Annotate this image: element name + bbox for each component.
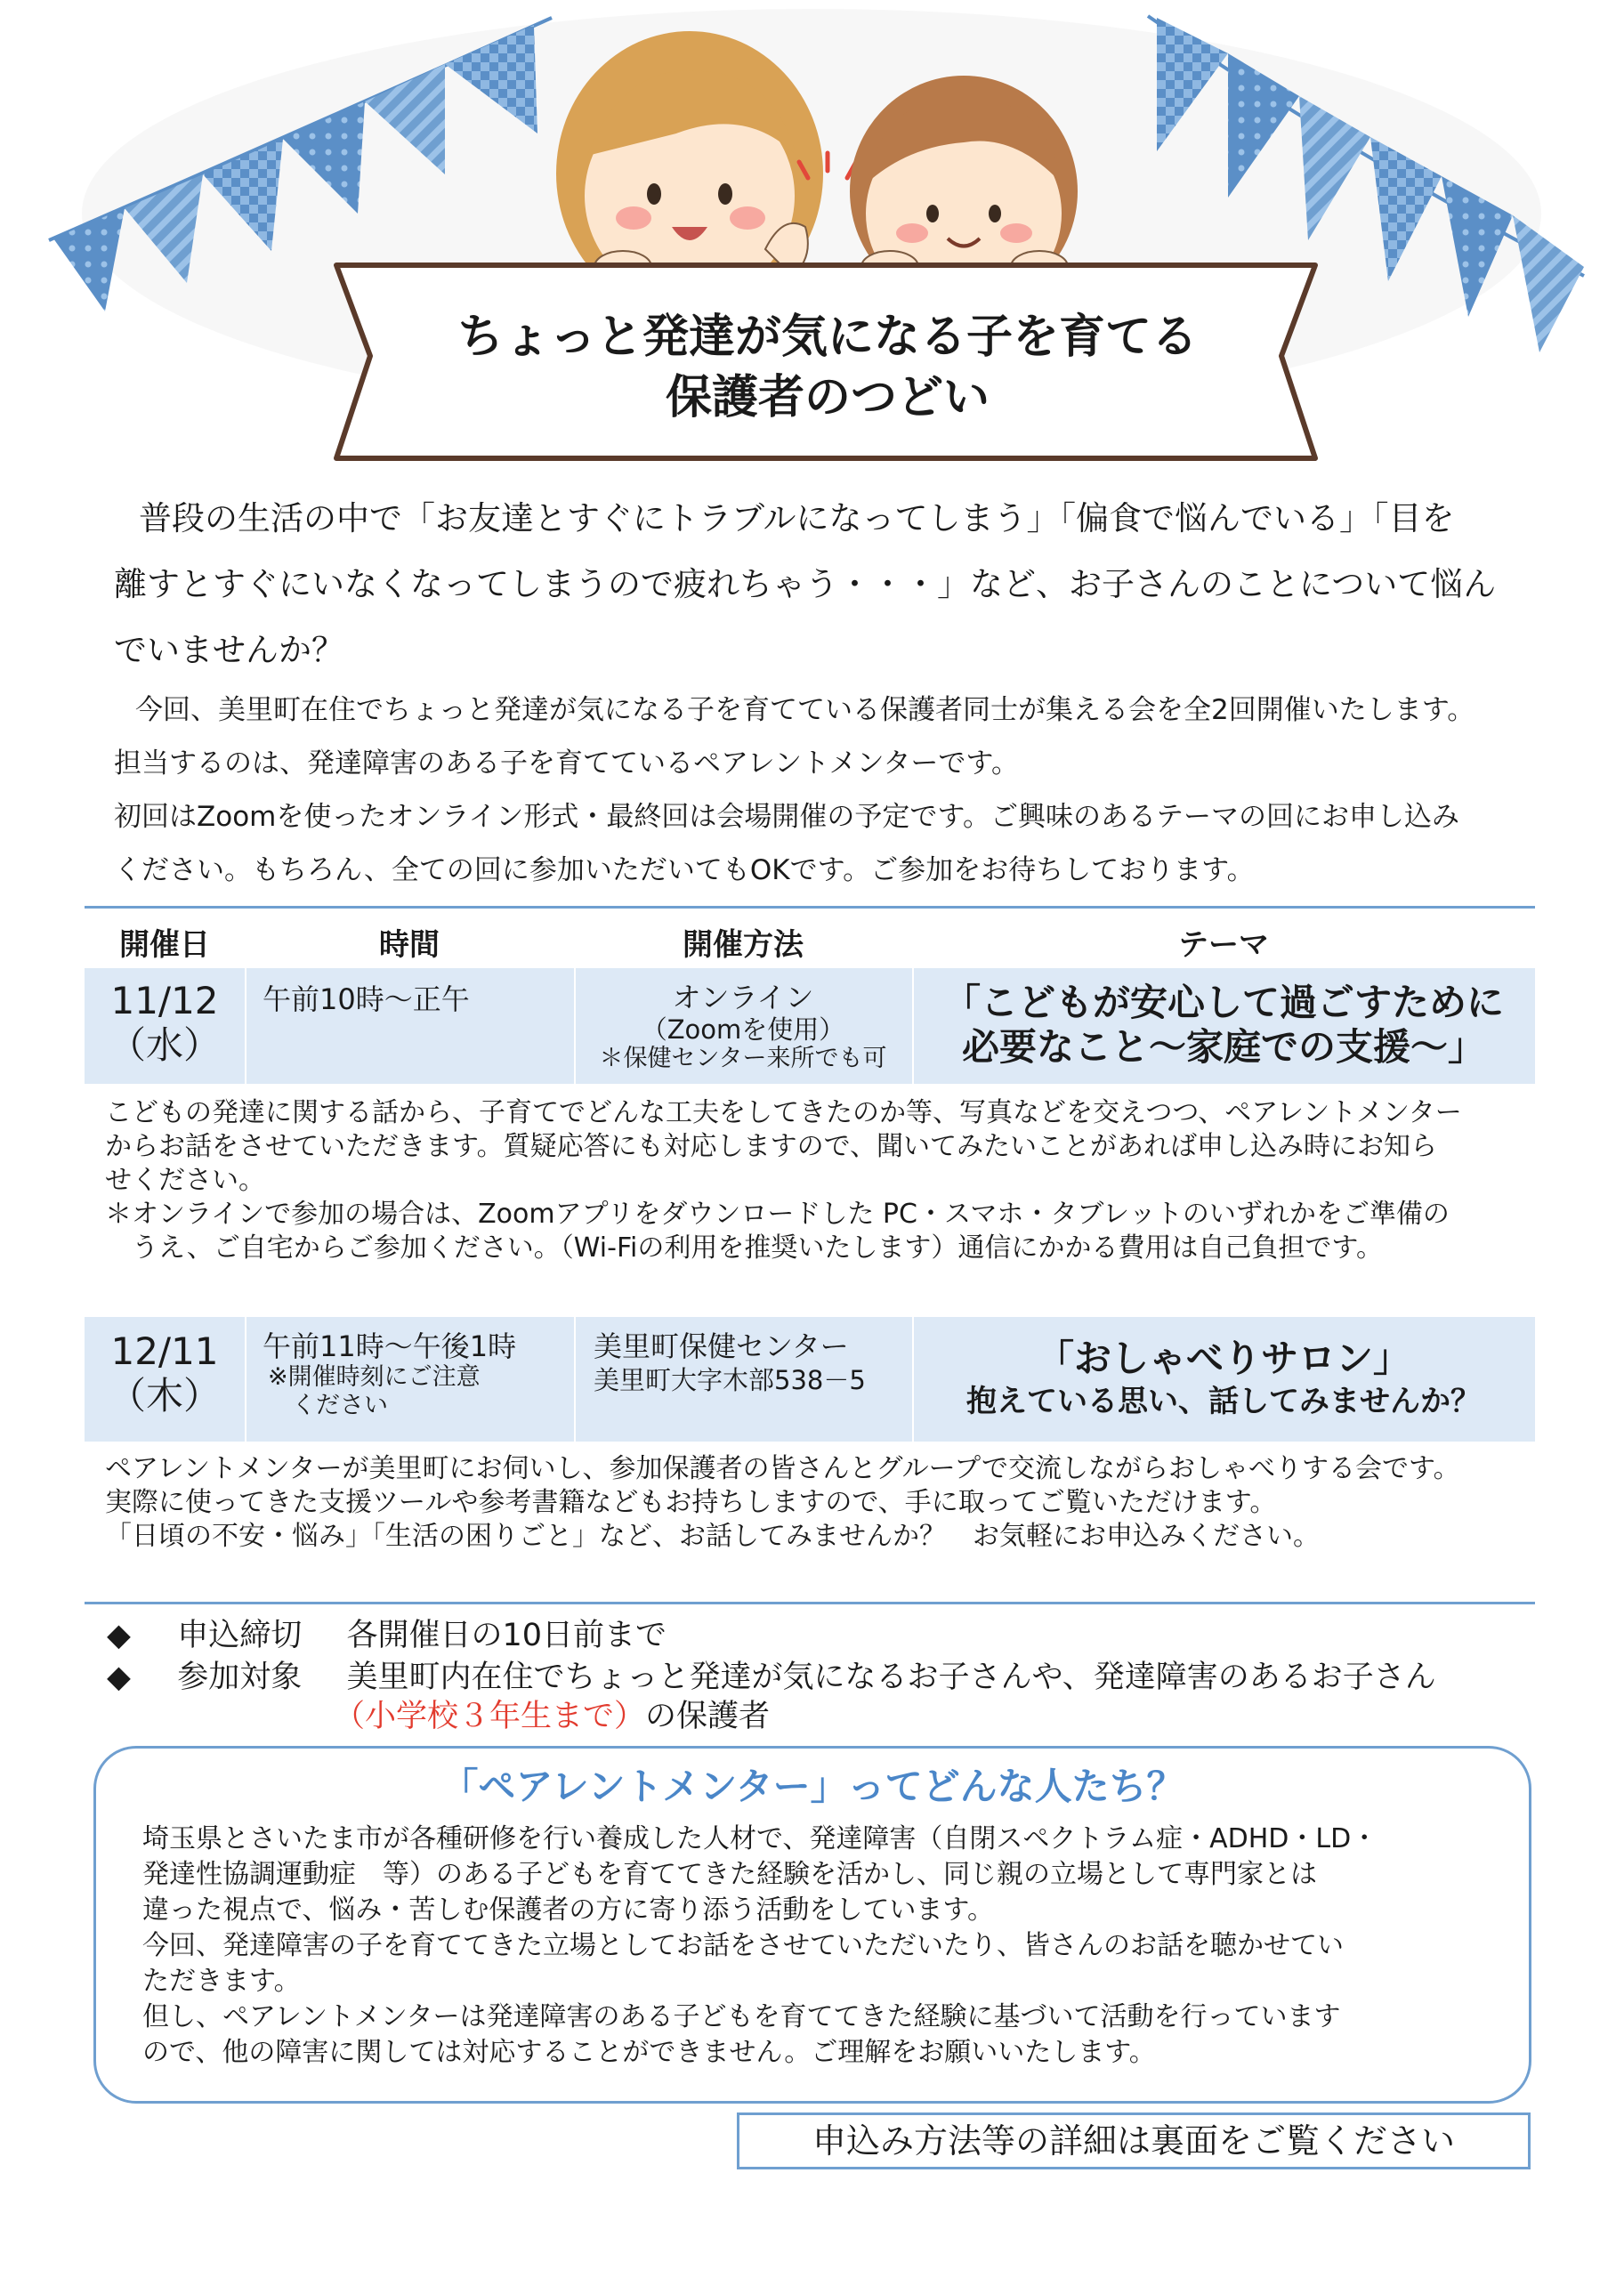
event-2-description: ペアレントメンターが美里町にお伺いし、参加保護者の皆さんとグループで交流しながらおしゃべりする会です。 実際に使ってきた支援ツールや参考書籍などもお持ちしますので、手に取ってご覧いただけます。 「日頃の不安・悩み」「生活の困りごと」など、お話してみませんか？ お気軽にお申込みください。 bbox=[105, 1453, 1460, 1552]
intro-lead-line-1: 普段の生活の中で「お友達とすぐにトラブルになってしまう」「偏食で悩んでいる」「目を bbox=[139, 499, 1455, 537]
event-row-1 bbox=[85, 968, 1535, 1084]
intro-body-line-1: 今回、美里町在住でちょっと発達が気になる子を育てている保護者同士が集える会を全2回開催いたします。 bbox=[135, 694, 1475, 726]
event-2-theme-sub: 抱えている思い、話してみませんか？ bbox=[966, 1384, 1481, 1419]
diamond-bullet-icon: ◆ bbox=[107, 1660, 131, 1695]
intro-lead-line-3: でいませんか？ bbox=[114, 631, 344, 669]
event-1-theme: 「こどもが安心して過ごすために 必要なこと～家庭での支援～」 bbox=[942, 981, 1504, 1069]
target-age-line bbox=[334, 1696, 770, 1737]
deadline-label: 申込締切 bbox=[177, 1618, 303, 1653]
event-row-2 bbox=[85, 1317, 1535, 1442]
event-2-time: 午前11時～午後1時 ※開催時刻にご注意 ください bbox=[263, 1329, 517, 1419]
diamond-bullet-icon: ◆ bbox=[107, 1618, 131, 1653]
target-suffix: の保護者 bbox=[645, 1699, 771, 1734]
event-1-description: こどもの発達に関する話から、子育てでどんな工夫をしてきたのか等、写真などを交えつつ、ペアレントメンター からお話をさせていただきます。質疑応答にも対応しますので、聞いてみたいことがあれば申し込み時にお知ら せください。 ＊オンラインで参加の場合は、Zoomアプリをダウンロードした PC・スマホ・タブレットのいずれかをご準備の うえ、ご自宅からご参加ください。（Wi-Fiの利用を推奨いたします）通信にかかる費用は自己負担です。 bbox=[105, 1097, 1462, 1264]
deadline-value: 各開催日の10日前まで bbox=[346, 1618, 667, 1653]
section-divider bbox=[85, 1602, 1535, 1604]
mentor-title: 「ペアレントメンター」ってどんな人たち？ bbox=[440, 1765, 1184, 1808]
event-1-method: オンライン （Zoomを使用） ＊保健センター来所でも可 bbox=[599, 981, 887, 1072]
target-age-highlight: （小学校３年生まで） bbox=[334, 1699, 646, 1734]
header-theme: テーマ bbox=[1178, 927, 1269, 963]
back-page-note: 申込み方法等の詳細は裏面をご覧ください bbox=[737, 2112, 1531, 2169]
event-1-time: 午前10時～正午 bbox=[263, 982, 470, 1016]
event-2-theme: 「おしゃべりサロン」 抱えている思い、話してみませんか？ bbox=[912, 1317, 1535, 1442]
mentor-description: 埼玉県とさいたま市が各種研修を行い養成した人材で、発達障害（自閉スペクトラム症・ADHD・LD・ 発達性協調運動症 等）のある子どもを育ててきた経験を活かし、同じ親の立場として専門家とは 違った視点で、悩み・苦しむ保護者の方に寄り添う活動をしています。 今回、発達障害の子を育ててきた立場としてお話をさせていただいたり、皆さんのお話を聴かせてい ただきます。 但し、ペアレントメンターは発達障害のある子どもを育ててきた経験に基づいて活動を行っています ので、他の障害に関しては対応することができません。ご理解をお願いいたします。 bbox=[142, 1823, 1378, 2068]
intro-body-line-2: 担当するのは、発達障害のある子を育てているペアレントメンターです。 bbox=[114, 747, 1019, 780]
intro-body-line-3: 初回はZoomを使ったオンライン形式・最終回は会場開催の予定です。ご興味のあるテーマの回にお申し込み bbox=[114, 801, 1459, 833]
header-time: 時間 bbox=[379, 927, 440, 963]
schedule-table-header bbox=[85, 906, 1535, 972]
header-method: 開催方法 bbox=[683, 927, 804, 963]
header-date: 開催日 bbox=[119, 927, 210, 963]
event-2-date: 12/11 （木） bbox=[108, 1329, 221, 1418]
target-item bbox=[107, 1657, 1436, 1698]
intro-lead-line-2: 離すとすぐにいなくなってしまうので疲れちゃう・・・」など、お子さんのことについて悩ん bbox=[114, 565, 1497, 603]
target-value: 美里町内在住でちょっと発達が気になるお子さんや、発達障害のあるお子さん bbox=[346, 1660, 1436, 1695]
event-2-method: 美里町保健センター 美里町大字木部538－5 bbox=[594, 1329, 866, 1395]
intro-body-line-4: ください。もちろん、全ての回に参加いただいてもOKです。ご参加をお待ちしております。 bbox=[114, 854, 1255, 886]
page-title: ちょっと発達が気になる子を育てる 保護者のつどい bbox=[456, 311, 1198, 424]
target-label: 参加対象 bbox=[177, 1660, 303, 1695]
deadline-item bbox=[107, 1615, 667, 1656]
mentor-info-box bbox=[93, 1746, 1531, 2104]
event-1-date: 11/12 （水） bbox=[108, 979, 221, 1067]
